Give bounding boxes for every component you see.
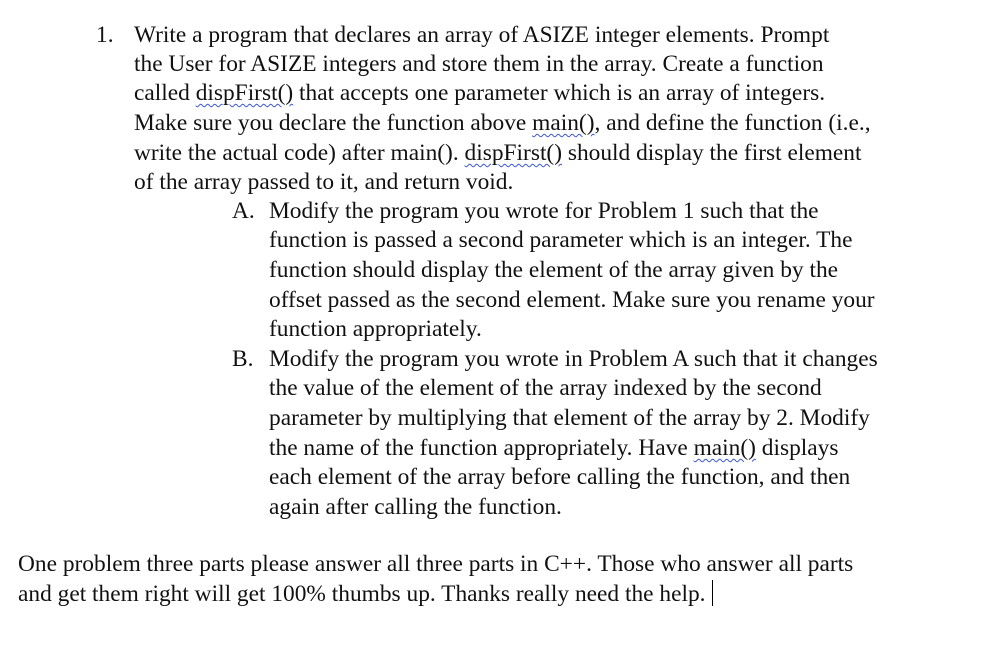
part-b-line-6: again after calling the function. [269, 494, 562, 520]
part-b-line-3: parameter by multiplying that element of the array by 2. Modify [269, 405, 870, 431]
problem-line-4 [134, 108, 871, 138]
part-a-line-4: offset passed as the second element. Make sure you rename your [269, 287, 875, 313]
text-fragment: Make sure you declare the function above [134, 110, 533, 136]
spellcheck-word[interactable]: main() [532, 110, 595, 136]
text-cursor[interactable] [712, 580, 713, 606]
problem-line-3 [134, 78, 825, 108]
text-fragment: should display the first element [562, 140, 862, 166]
part-a-line-3: function should display the element of the array given by the [269, 257, 839, 283]
part-a-line-5: function appropriately. [269, 316, 482, 342]
text-fragment: displays [755, 435, 839, 461]
problem-line-1: Write a program that declares an array of ASIZE integer elements. Prompt [134, 22, 830, 48]
spellcheck-word[interactable]: dispFirst() [195, 80, 294, 106]
text-fragment: write the actual code) after main(). [134, 140, 465, 166]
problem-line-6: of the array passed to it, and return void. [134, 169, 514, 195]
problem-line-5 [134, 138, 862, 168]
part-b-line-1: Modify the program you wrote in Problem A such that it changes [269, 346, 878, 372]
text-fragment: the name of the function appropriately. Have [269, 435, 694, 461]
text-fragment: that accepts one parameter which is an array of integers. [293, 80, 826, 106]
problem-line-2: the User for ASIZE integers and store them in the array. Create a function [134, 51, 824, 77]
text-fragment: , and define the function (i.e., [594, 110, 871, 136]
part-b-line-2: the value of the element of the array indexed by the second [269, 375, 822, 401]
part-a-label: A. [232, 198, 255, 224]
note-line-1: One problem three parts please answer all three parts in C++. Those who answer all parts [18, 551, 854, 577]
note-line-2-text: and get them right will get 100% thumbs up. Thanks really need the help. [18, 581, 706, 607]
text-fragment: called [134, 80, 196, 106]
spellcheck-word[interactable]: main() [693, 435, 756, 461]
part-b-line-5: each element of the array before calling the function, and then [269, 464, 851, 490]
spellcheck-word[interactable]: dispFirst() [464, 140, 563, 166]
part-b-label: B. [232, 346, 254, 372]
problem-number: 1. [96, 22, 114, 48]
note-line-2 [18, 579, 713, 609]
part-a-line-1: Modify the program you wrote for Problem 1 such that the [269, 198, 819, 224]
part-a-line-2: function is passed a second parameter which is an integer. The [269, 227, 853, 253]
part-b-line-4 [269, 433, 838, 463]
